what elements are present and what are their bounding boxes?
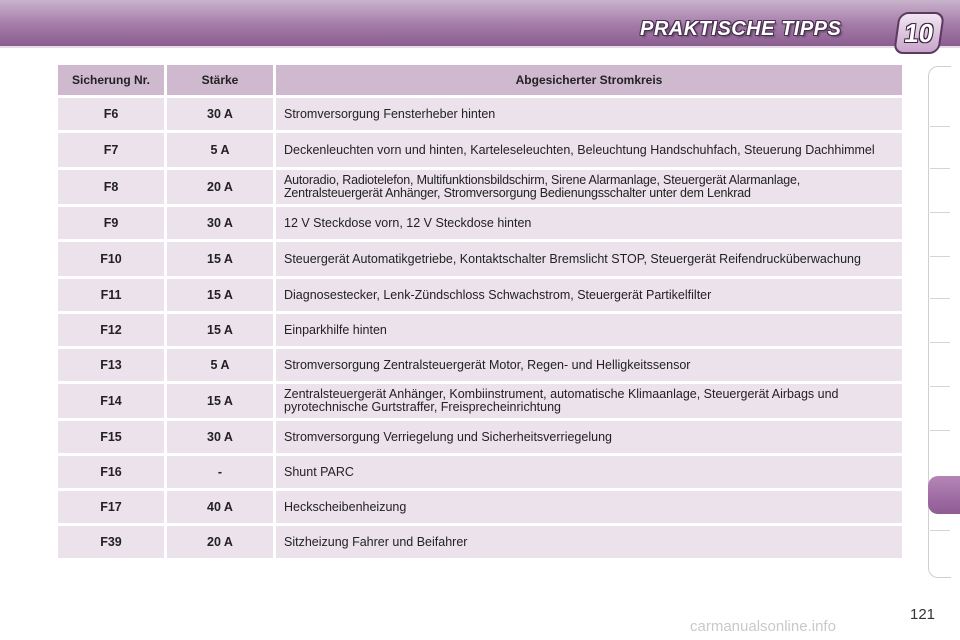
table-header-row xyxy=(58,65,902,95)
fuse-number: F15 xyxy=(58,421,164,453)
table-row xyxy=(58,98,902,130)
table-row xyxy=(58,491,902,523)
chapter-tab-divider xyxy=(930,212,950,213)
fuse-rating: 15 A xyxy=(167,279,273,311)
table-row xyxy=(58,526,902,558)
table-row xyxy=(58,384,902,418)
chapter-tab-divider xyxy=(930,168,950,169)
fuse-circuit: Autoradio, Radiotelefon, Multifunktionsbildschirm, Sirene Alarmanlage, Steuergerät Alarmanlage, Zentralsteuergerät Anhänger, Stromversorgung Bedienungsschalter unter dem Lenkrad xyxy=(276,170,902,204)
fuse-number: F17 xyxy=(58,491,164,523)
fuse-circuit: Stromversorgung Zentralsteuergerät Motor, Regen- und Helligkeitssensor xyxy=(276,349,902,381)
fuse-number: F14 xyxy=(58,384,164,418)
fuse-circuit: 12 V Steckdose vorn, 12 V Steckdose hinten xyxy=(276,207,902,239)
header-divider xyxy=(0,46,960,48)
table-row xyxy=(58,314,902,346)
column-header-fuse-number: Sicherung Nr. xyxy=(58,65,164,95)
fuse-rating: 5 A xyxy=(167,133,273,167)
fuse-rating: 30 A xyxy=(167,207,273,239)
chapter-tab-divider xyxy=(930,342,950,343)
chapter-tab-divider xyxy=(930,298,950,299)
fuse-circuit: Stromversorgung Fensterheber hinten xyxy=(276,98,902,130)
column-header-circuit: Abgesicherter Stromkreis xyxy=(276,65,902,95)
chapter-number-badge: 10 xyxy=(893,12,945,54)
fuse-number: F8 xyxy=(58,170,164,204)
fuse-number: F10 xyxy=(58,242,164,276)
chapter-tab-divider xyxy=(930,256,950,257)
fuse-table xyxy=(55,62,905,561)
fuse-circuit: Einparkhilfe hinten xyxy=(276,314,902,346)
fuse-number: F9 xyxy=(58,207,164,239)
chapter-tab-divider xyxy=(930,386,950,387)
fuse-circuit: Shunt PARC xyxy=(276,456,902,488)
fuse-number: F12 xyxy=(58,314,164,346)
table-row xyxy=(58,421,902,453)
table-row xyxy=(58,207,902,239)
fuse-rating: 15 A xyxy=(167,242,273,276)
page-number: 121 xyxy=(910,606,936,623)
chapter-tab-divider xyxy=(930,126,950,127)
chapter-tab-active[interactable] xyxy=(928,476,960,514)
chapter-title: PRAKTISCHE TIPPS xyxy=(640,18,842,40)
fuse-rating: 15 A xyxy=(167,384,273,418)
fuse-rating: 30 A xyxy=(167,98,273,130)
fuse-rating: 5 A xyxy=(167,349,273,381)
chapter-tab-divider xyxy=(930,430,950,431)
fuse-rating: 20 A xyxy=(167,170,273,204)
fuse-number: F39 xyxy=(58,526,164,558)
table-row xyxy=(58,279,902,311)
table-row xyxy=(58,349,902,381)
fuse-circuit: Deckenleuchten vorn und hinten, Karteleseleuchten, Beleuchtung Handschuhfach, Steuerung Dachhimmel xyxy=(276,133,902,167)
fuse-circuit: Stromversorgung Verriegelung und Sicherheitsverriegelung xyxy=(276,421,902,453)
fuse-number: F13 xyxy=(58,349,164,381)
fuse-circuit: Heckscheibenheizung xyxy=(276,491,902,523)
fuse-rating: 40 A xyxy=(167,491,273,523)
table-row xyxy=(58,456,902,488)
fuse-rating: 20 A xyxy=(167,526,273,558)
column-header-rating: Stärke xyxy=(167,65,273,95)
fuse-number: F6 xyxy=(58,98,164,130)
fuse-number: F11 xyxy=(58,279,164,311)
fuse-circuit: Diagnosestecker, Lenk-Zündschloss Schwachstrom, Steuergerät Partikelfilter xyxy=(276,279,902,311)
table-row xyxy=(58,170,902,204)
table-row xyxy=(58,242,902,276)
watermark: carmanualsonline.info xyxy=(690,618,836,635)
fuse-rating: 30 A xyxy=(167,421,273,453)
fuse-number: F7 xyxy=(58,133,164,167)
fuse-circuit: Sitzheizung Fahrer und Beifahrer xyxy=(276,526,902,558)
fuse-circuit: Steuergerät Automatikgetriebe, Kontaktschalter Bremslicht STOP, Steuergerät Reifendrucküberwachung xyxy=(276,242,902,276)
chapter-tab-divider xyxy=(930,530,950,531)
fuse-rating: - xyxy=(167,456,273,488)
fuse-rating: 15 A xyxy=(167,314,273,346)
fuse-number: F16 xyxy=(58,456,164,488)
fuse-circuit: Zentralsteuergerät Anhänger, Kombiinstrument, automatische Klimaanlage, Steuergerät Airbags und pyrotechnische Gurtstraffer, Freisprecheinrichtung xyxy=(276,384,902,418)
table-row xyxy=(58,133,902,167)
